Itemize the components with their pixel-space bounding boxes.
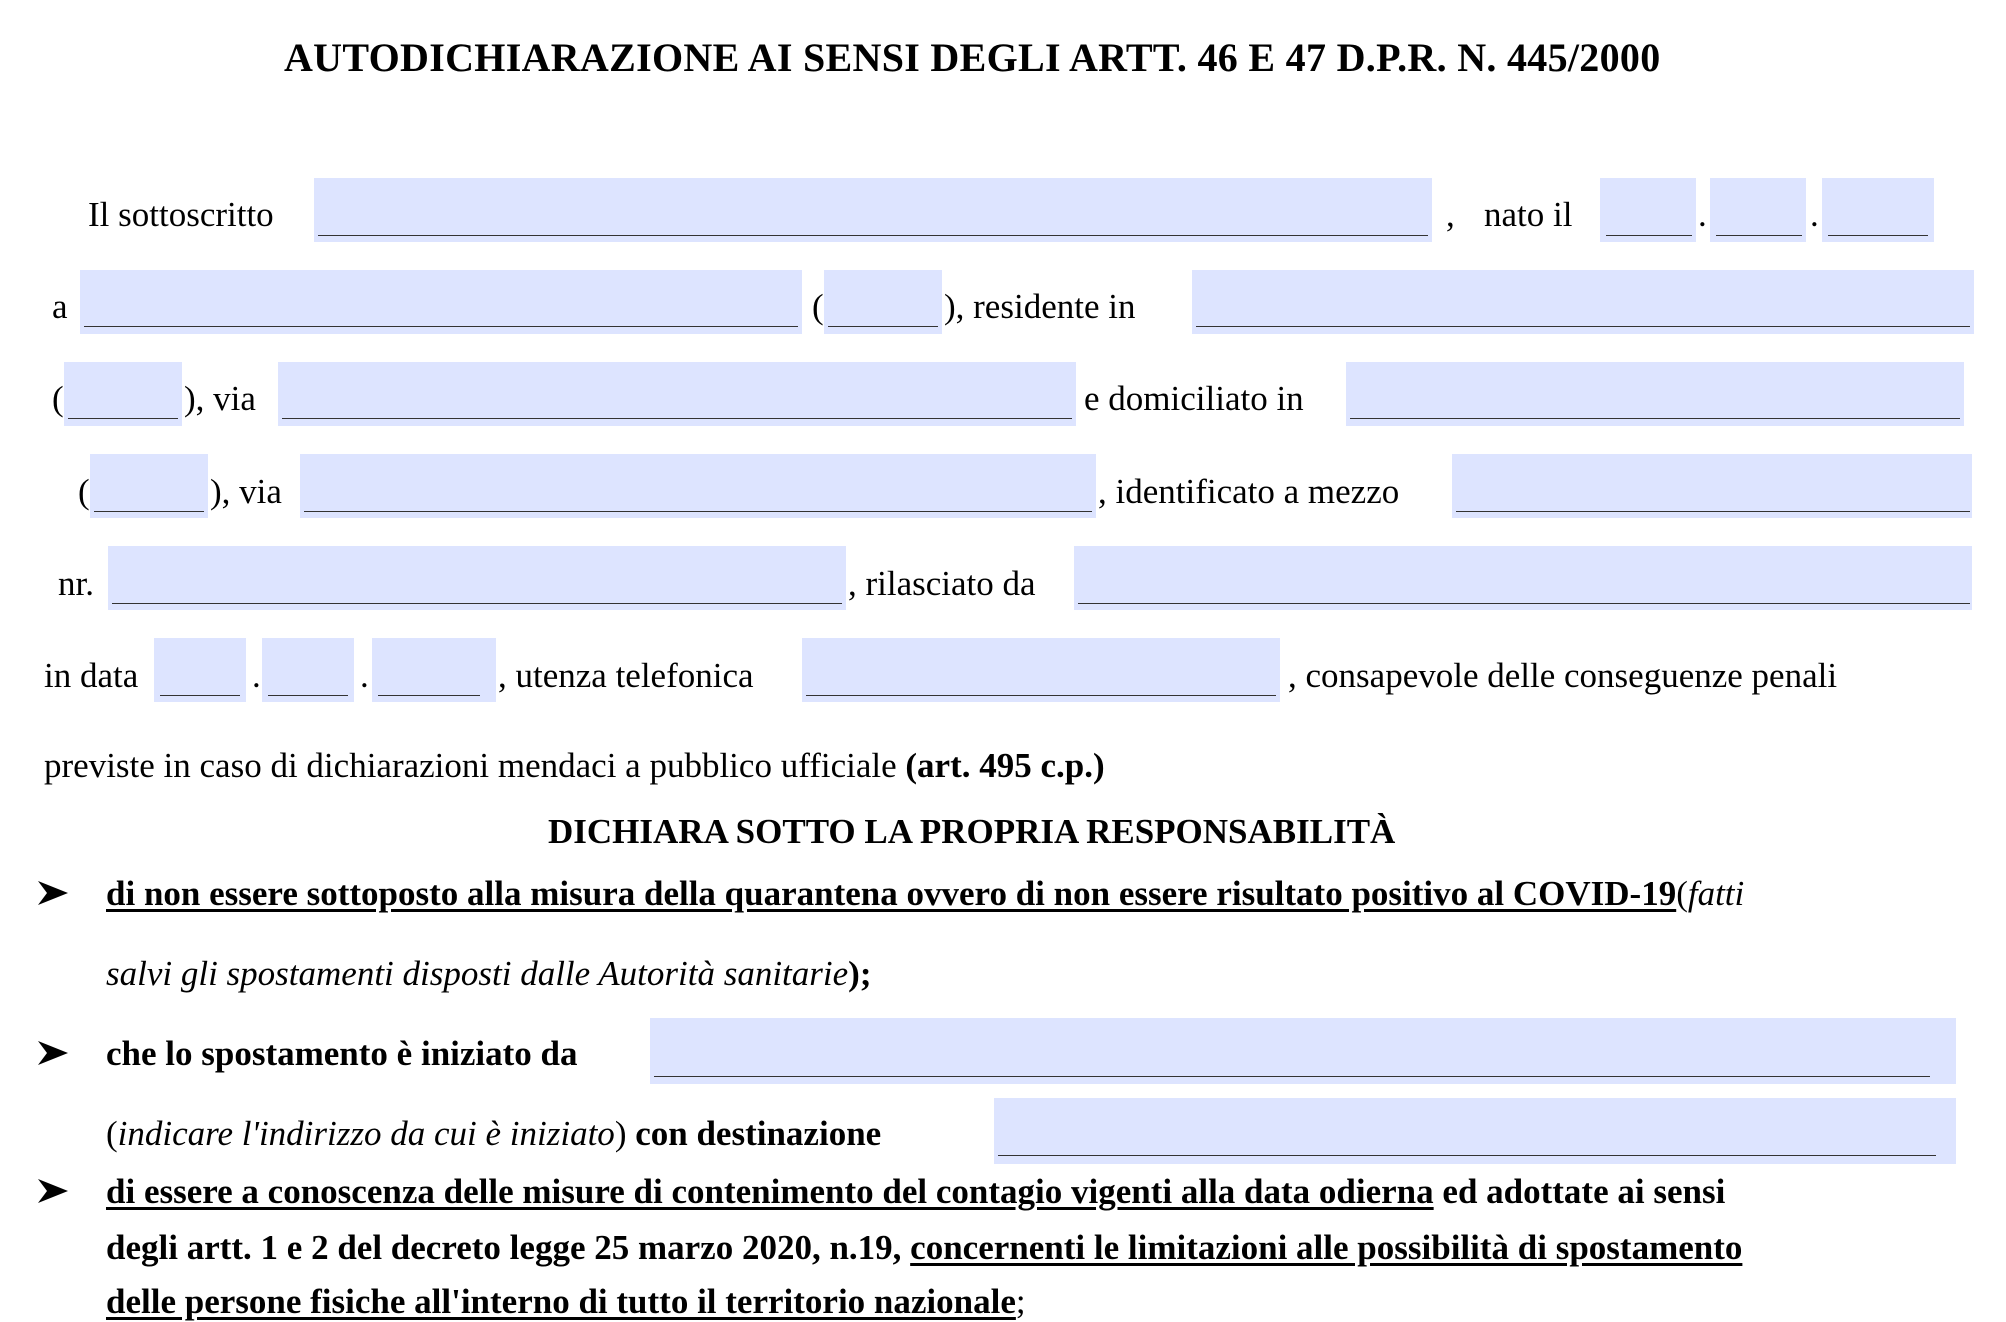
partenza-field[interactable] [650,1018,1956,1084]
rilasciato-da-underline [1078,603,1970,604]
label-open-paren-2: ( [52,379,64,418]
data-mese-underline [268,695,348,696]
bullet-1-line-2 [106,954,871,994]
bullet-2-destinazione: con destinazione [635,1114,882,1153]
label-utenza: , utenza telefonica [498,656,754,695]
label-in-data: in data [44,656,139,695]
nascita-giorno-field[interactable] [1600,178,1696,242]
data-anno-underline [378,695,480,696]
residenza-underline [1196,326,1970,327]
bullet-3-underlined-3: delle persone fisiche all'interno di tutto il territorio nazionale [106,1282,1016,1321]
bullet-3-underlined-1: di essere a conoscenza delle misure di contenimento del contagio vigenti alla data odierna [106,1172,1434,1211]
declare-heading: DICHIARA SOTTO LA PROPRIA RESPONSABILITÀ [548,812,1396,851]
prov-domicilio-underline [94,511,204,512]
bullet-3-plain-2: degli artt. 1 e 2 del decreto legge 25 marzo 2020, n.19, [106,1228,902,1267]
label-comma-1: , [1446,195,1455,234]
label-nr: nr. [58,564,94,603]
dot-1: . [1698,195,1707,234]
bullet-3-underlined-2: concernenti le limitazioni alle possibilità di spostamento [910,1228,1743,1267]
arrowhead-bullet-icon [36,874,70,914]
nascita-giorno-underline [1606,235,1692,236]
data-giorno-field[interactable] [154,638,246,702]
luogo-nascita-underline [84,326,798,327]
bullet-3-line-1 [106,1172,1725,1212]
prov-residenza-underline [68,418,178,419]
bullet-2-paren-close: ) [614,1114,627,1153]
bullet-1-paren: ( [1676,874,1688,913]
label-via-2: ), via [210,472,282,511]
nome-underline [318,235,1428,236]
via-domicilio-field[interactable] [300,454,1096,518]
domicilio-field[interactable] [1346,362,1964,426]
prov-nascita-field[interactable] [824,270,942,334]
prov-domicilio-field[interactable] [90,454,208,518]
bullet-1-end: ); [848,954,872,993]
bullet-1-bold: di non essere sottoposto alla misura della quarantena ovvero di non essere risultato positivo al COVID-19 [106,874,1677,913]
label-previste [44,746,1105,786]
data-mese-field[interactable] [262,638,354,702]
bullet-3-end: ; [1015,1282,1026,1321]
nascita-anno-field[interactable] [1822,178,1934,242]
nascita-anno-underline [1828,235,1928,236]
via-domicilio-underline [304,511,1092,512]
telefono-field[interactable] [802,638,1280,702]
prov-residenza-field[interactable] [64,362,182,426]
via-residenza-field[interactable] [278,362,1076,426]
rilasciato-da-field[interactable] [1074,546,1972,610]
label-a: a [52,287,68,326]
label-identificato: , identificato a mezzo [1098,472,1400,511]
previste-text: previste in caso di dichiarazioni mendaci a pubblico ufficiale [44,746,897,785]
residenza-field[interactable] [1192,270,1974,334]
bullet-3-plain-1: ed adottate ai sensi [1433,1172,1726,1211]
dot-3: . [252,656,261,695]
bullet-3-line-2 [106,1228,1742,1268]
label-rilasciato-da: , rilasciato da [848,564,1036,603]
nascita-mese-field[interactable] [1710,178,1806,242]
luogo-nascita-field[interactable] [80,270,802,334]
label-via-1: ), via [184,379,256,418]
arrowhead-bullet-icon [36,1034,70,1074]
destinazione-underline [998,1155,1936,1156]
data-anno-field[interactable] [372,638,496,702]
label-nato-il: nato il [1484,195,1573,234]
nascita-mese-underline [1716,235,1802,236]
page-title: AUTODICHIARAZIONE AI SENSI DEGLI ARTT. 46 E 47 D.P.R. N. 445/2000 [284,35,1661,80]
label-open-paren-3: ( [78,472,90,511]
telefono-underline [806,695,1276,696]
bullet-2-bold: che lo spostamento è iniziato da [106,1034,578,1073]
documento-field[interactable] [1452,454,1972,518]
arrowhead-bullet-icon [36,1172,70,1212]
bullet-3-line-3 [106,1282,1026,1322]
art495-text: (art. 495 c.p.) [905,746,1105,785]
prov-nascita-underline [828,326,938,327]
bullet-2-line-2 [106,1114,881,1154]
nome-field[interactable] [314,178,1432,242]
data-giorno-underline [160,695,240,696]
dot-4: . [360,656,369,695]
label-sottoscritto: Il sottoscritto [88,195,274,234]
bullet-2-paren-open: ( [106,1114,118,1153]
label-residente-in: ), residente in [944,287,1136,326]
bullet-2-italic: indicare l'indirizzo da cui è iniziato [117,1114,615,1153]
label-consapevole: , consapevole delle conseguenze penali [1288,656,1838,695]
domicilio-underline [1350,418,1960,419]
bullet-1-italic: fatti [1687,874,1745,913]
numero-documento-field[interactable] [108,546,846,610]
documento-underline [1456,511,1970,512]
numero-documento-underline [112,603,842,604]
label-domiciliato-in: e domiciliato in [1084,379,1304,418]
bullet-1-italic-2: salvi gli spostamenti disposti dalle Autorità sanitarie [106,954,849,993]
partenza-underline [654,1076,1930,1077]
via-residenza-underline [282,418,1072,419]
label-open-paren-1: ( [812,287,824,326]
bullet-1-line-1 [106,874,1744,914]
dot-2: . [1810,195,1819,234]
